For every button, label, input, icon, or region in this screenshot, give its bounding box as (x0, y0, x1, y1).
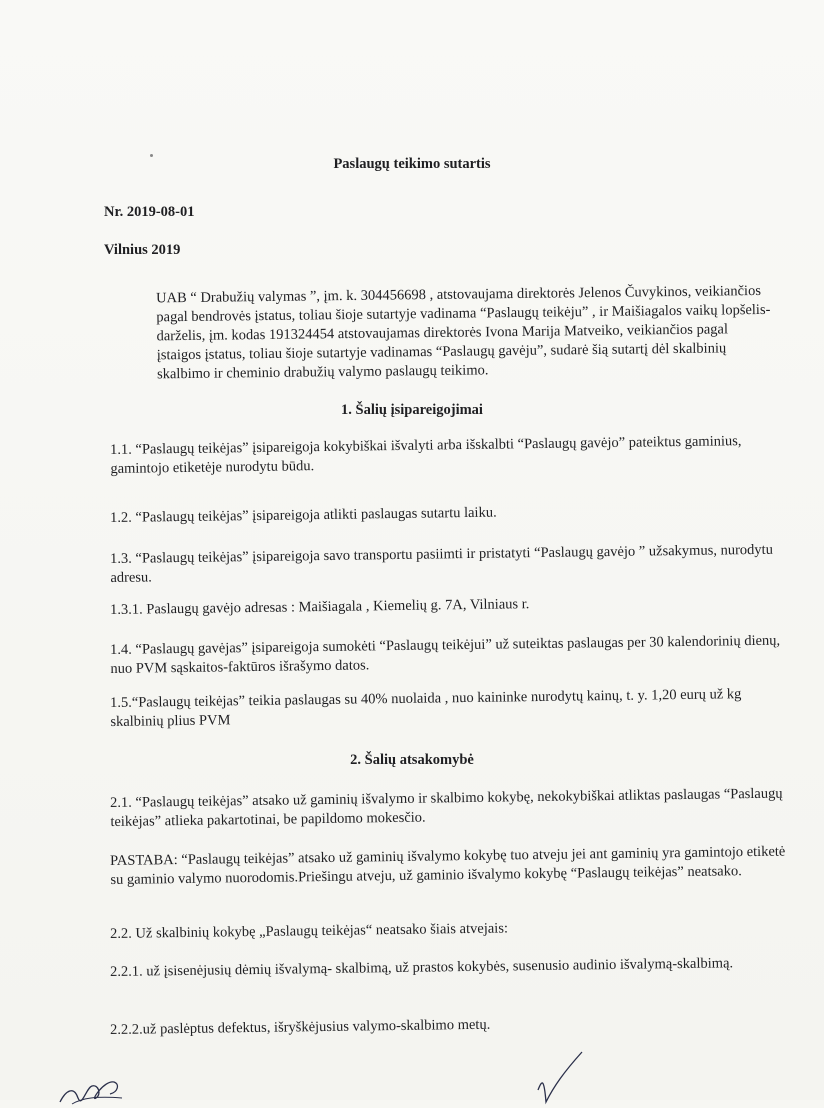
clause-2-2-1: 2.2.1. už įsisenėjusių dėmių išvalymą- skalbimą, už prastos kokybės, susenusio audinio išvalymą-skalbimą. (110, 955, 734, 980)
document-title: Paslaugų teikimo sutartis (333, 156, 491, 172)
clause-1-4: 1.4. “Paslaugų gavėjas” įsipareigoja sumokėti “Paslaugų teikėjui” už suteiktas paslaugas per 30 kalendorinių dienų, nuo PVM sąskaitos-faktūros išrašymo datos. (110, 632, 781, 677)
section-heading-liability: 2. Šalių atsakomybė (350, 752, 474, 768)
clause-1-1: 1.1. “Paslaugų teikėjas” įsipareigoja kokybiškai išvalyti arba išskalbti “Paslaugų gavėjo” pateiktus gaminius, gamintojo etiketėje nurodytu būdu. (110, 433, 742, 477)
clause-2-2: 2.2. Už skalbinių kokybę „Paslaugų teikėjas“ neatsako šiais atvejais: (110, 920, 509, 942)
signature-left (52, 1068, 132, 1108)
clause-1-2: 1.2. “Paslaugų teikėjas” įsipareigoja atlikti paslaugas sutartu laiku. (110, 504, 497, 526)
document-number: Nr. 2019-08-01 (104, 204, 195, 220)
clause-2-1: 2.1. “Paslaugų teikėjas” atsako už gaminių išvalymo ir skalbimo kokybę, nekokybiškai atliktas paslaugas “Paslaugų teikėjas” atlieka pakartotinai, be papildomo mokesčio. (110, 785, 783, 830)
intro-text: UAB “ Drabužių valymas ”, įm. k. 304456698 , atstovaujama direktorės Jelenos Čuvykinos, veikiančios pagal bendrovės įstatus, toliau šioje sutartyje vadinama “Paslaugų teikėju” , ir Maišiagalos vaikų lopšelis-darželis, įm. kodas 191324454 atstovaujamas direktorės Ivona Marija Matveiko, veikiančios pagal įstaigos įstatus, toliau šioje sutartyje vadinamas “Paslaugų gavėju”, sudarė šią sutartį dėl skalbinių skalbimo ir cheminio drabužių valymo paslaugų teikimo. (156, 282, 771, 383)
signature-right (520, 1050, 590, 1105)
intro-paragraph (104, 282, 775, 385)
clause-2-2-2: 2.2.2.už paslėptus defektus, išryškėjusius valymo-skalbimo metų. (110, 1016, 491, 1038)
note-paragraph: PASTABA: “Paslaugų teikėjas” atsako už gaminių išvalymo kokybę tuo atveju jei ant gaminių yra gamintojo etiketė su gaminio valymo nuorodomis.Priešingu atveju, už gaminio išvalymo kokybę “Paslaugų teikėjas” neatsako. (110, 843, 786, 888)
clause-1-3-1: 1.3.1. Paslaugų gavėjo adresas : Maišiagala , Kiemelių g. 7A, Vilniaus r. (110, 596, 530, 618)
clause-1-5: 1.5.“Paslaugų teikėjas” teikia paslaugas su 40% nuolaida , nuo kaininke nurodytų kainų, t. y. 1,20 eurų už kg skalbinių plius PVM (110, 686, 742, 730)
section-heading-obligations: 1. Šalių įsipareigojimai (341, 402, 483, 418)
city-year: Vilnius 2019 (104, 242, 181, 258)
clause-1-3: 1.3. “Paslaugų teikėjas” įsipareigoja savo transportu pasiimti ir pristatyti “Paslaugų gavėjo ” užsakymus, nurodytu adresu. (110, 541, 774, 586)
